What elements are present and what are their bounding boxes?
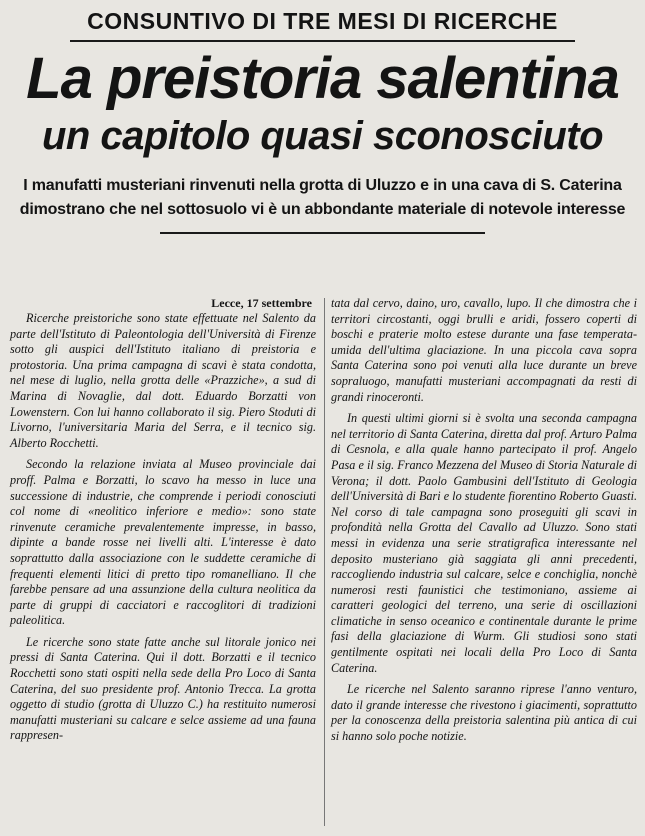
kicker-rule [70, 40, 575, 42]
dateline: Lecce, 17 settembre [211, 296, 312, 310]
headline-line-1: La preistoria salentina [26, 46, 619, 111]
paragraph: Ricerche preistoriche sono state effettuate nel Salento da parte dell'Istituto di Paleontologia dell'Università di Firenze sotto gli auspici dell'Istituto italiano di preistoria e protostoria. Una prima campagna di scavi è stata condotta, nel mese di luglio, nella grotta delle «Prazziche», a sud di Marina di Novaglie, dal dott. Eduardo Borzatti von Lowenstern. Con lui hanno collaborato il sig. Piero Stoduti di Livorno, l'universitaria Maria del Serra, e il tecnico sig. Alberto Rocchetti. [10, 311, 316, 450]
subheadline [10, 174, 635, 222]
kicker-heading: CONSUNTIVO DI TRE MESI DI RICERCHE [87, 8, 558, 34]
subheadline-line-2: dimostrano che nel sottosuolo vi è un abbondante materiale di notevole interesse [19, 201, 626, 218]
paragraph: Le ricerche sono state fatte anche sul litorale jonico nei pressi di Santa Caterina. Qui il dott. Borzatti e il tecnico Rocchetti sono stati ospiti nella sede della Pro Loco di Santa Caterina, del suo presidente prof. Antonio Trecca. La grotta oggetto di studio (grotta di Uluzzo C.) ha restituito numerosi manufatti musteriani su calcare e selce assieme ad una fauna rappresen- [10, 634, 316, 743]
headline-line-2: un capitolo quasi sconosciuto [41, 114, 604, 158]
subheadline-line-1: I manufatti musteriani rinvenuti nella grotta di Uluzzo e in una cava di S. Caterina [23, 177, 622, 194]
paragraph: tata dal cervo, daino, uro, cavallo, lupo. Il che dimostra che i territori circostanti, oggi brulli e aridi, fossero coperti di boschi e praterie molto estese durante una fase temperata-umida dell'ultima glaciazione. In una piccola cava sopra Santa Caterina sono poi venuti alla luce durante un breve sopraluogo, manufatti musteriani accompagnati da resti di grandi rinoceronti. [331, 296, 637, 404]
subheadline-rule [160, 232, 485, 234]
paragraph: In questi ultimi giorni si è svolta una seconda campagna nel territorio di Santa Caterina, diretta dal prof. Arturo Palma di Cesnola, e alla quale hanno partecipato il prof. Angelo Pasa e il sig. Franco Mezzena del Museo di Storia Naturale di Verona; il dott. Paolo Gambusini dell'Istituto di Geologia dell'Università di Bari e lo studente fiorentino Roberto Guasti. Nel corso di tale campagna sono proseguiti gli scavi in profondità nella Grotta del Cavallo ad Uluzzo. Sono stati messi in evidenza una serie stratigrafica interessante nel deposito musteriano già saggiata gli anni precedenti, raccogliendo industria sul calcare, selce e conchiglia, nonchè numerosi resti faunistici che testimoniano, assieme ai caratteri geologici del terreno, una serie di oscillazioni climatiche in senso oceanico e continentale durante le prime fasi della glaciazione di Wurm. Gli studiosi sono stati gentilmente ospitati nei locali della Pro Loco di Santa Caterina. [331, 411, 637, 675]
paragraph: Le ricerche nel Salento saranno riprese l'anno venturo, dato il grande interesse che rivestono i giacimenti, soprattutto per la conoscenza della preistoria salentina più antica di cui si hanno solo poche notizie. [331, 682, 637, 744]
column-right [331, 296, 637, 751]
article-body [10, 296, 637, 751]
paragraph: Secondo la relazione inviata al Museo provinciale dai proff. Palma e Borzatti, lo scavo ha messo in luce una successione di industrie, che comprende i periodi conosciuti col nome di «neolitico inferiore e medio»: sono state rinvenute ceramiche prevalentemente impresse, in basso, dipinte a bande rosse nei livelli alti. L'interesse è dato soprattutto dalla associazione con le suddette ceramiche di frequenti elementi litici di pretto tipo romanelliano. Il che farebbe pensare ad una assunzione della cultura neolitica da parte di gruppi di cacciatori e raccoglitori di tradizioni paleolitica. [10, 457, 316, 628]
column-left [10, 296, 316, 751]
